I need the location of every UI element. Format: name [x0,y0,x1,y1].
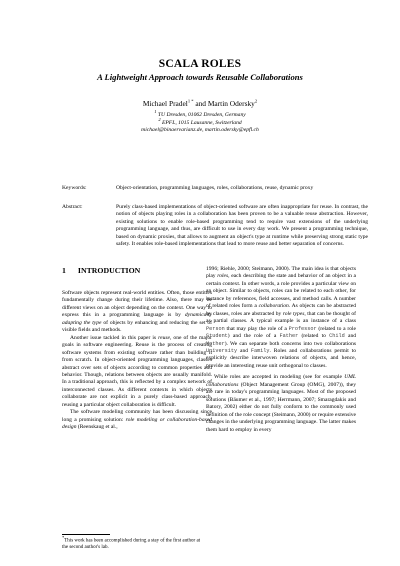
intro-paragraph-2: Another issue tackled in this paper is reuse, one of the major goals in software engineering. Reuse is the process of creating software systems from existing software rather than building it from scratch. In object-oriented programming languages, classes abstract over sets of objects according to common properties and behavior. Though, relations between objects are usually manifold. In a traditional approach, this is reflected by a complex network of interconnected classes. As different contexts in which objects collaborate are not explicit in a purely class-based approach, reusing a particular object collaboration is difficult. [62,334,212,408]
abstract-text: Purely class-based implementations of object-oriented software are often inappropriate for reuse. In contrast, the notion of objects playing roles in a collaboration has been proven to be a valuable reuse abstraction. However, existing solutions to enable role-based programming tend to require vast extensions of the underlying programming language, and thus, are difficult to use in every day work. We present a programming technique, based on dynamic proxies, that allows to augment an object's type at runtime while preserving strong static type safety. It enables role-based implementations that lead to more reuse and better separation of concerns. [116,204,368,248]
code-father: Father [279,333,299,340]
section-number: 1 [62,266,66,275]
author-line [0,99,400,108]
author-1-marks: 1 * [187,98,194,104]
affiliation-2: $^2$ EPFL, 1015 Lausanne, Switzerland [158,117,242,126]
code-professor: Professor [288,325,317,332]
right-column [206,266,356,434]
section-title: INTRODUCTION [77,266,141,275]
left-column [62,290,212,432]
keywords-text: Object-orientation, programming languages, roles, collaborations, reuse, dynamic proxy [116,185,314,191]
paper-subtitle: A Lightweight Approach towards Reusable Collaborations [97,72,303,82]
intro-paragraph-4: While roles are accepted in modeling (see for example UML collaborations (Object Management Group (OMG), 2007)), they are rare in today's programming languages. Most of the proposed solutions (Bäumer et al., 1997; Herrmann, 2007; Smaragdakis and Batory, 2002) either do not fully conform to the commonly used definition of the role concept (Steimann, 2000) or require extensive changes in the underlying programming language. The latter makes them hard to employ in every [206,374,356,433]
code-family: Family [250,347,270,354]
footnote-rule [62,534,110,535]
code-mother: Mother [206,340,225,347]
abstract-label: Abstract: [62,204,83,210]
code-child: Child [329,333,345,340]
code-university: University [206,347,238,354]
intro-paragraph-1: Software objects represent real-world entities. Often, those entities fundamentally change during their lifetime. Also, there may be different views on an object depending on the context. One way to express this in a programming language is by dynamically adapting the type of objects by enhancing and reducing the set of visible fields and methods. [62,290,212,334]
author-2-mark: 2 [254,98,258,104]
section-heading-introduction [62,266,140,275]
intro-paragraph-3-continued: 1996; Riehle, 2000; Steimann, 2000). The main idea is that objects play roles, each describing the state and behavior of an object in a certain context. In other words, a role provides a particular view on an object. Similar to objects, roles can be related to each other, for instance by references, field accesses, and method calls. A number of related roles form a collaboration. As objects can be abstracted by classes, roles are abstracted by role types, that can be thought of as partial classes. A typical example is an instance of a class Person that may play the role of a Professor (related to a role Student) and the role of a Father (related to Child and Mother). We can separate both concerns into two collaborations University and Family. Roles and collaborations permit to explicitly describe interwoven relations of objects, and hence, provide an interesting reuse unit orthogonal to classes. [206,266,356,369]
code-person: Person [206,325,225,332]
footnote: *This work has been accomplished during a stay of the first author at the second author's lab. [62,535,201,551]
paper-title: SCALA ROLES [158,58,242,70]
author-emails: michael@binaervarianz.de, martin.odersky@epfl.ch [141,127,259,133]
author-conjunction: and Martin Odersky [193,99,255,108]
keywords-label: Keywords: [62,185,87,191]
author-1: Michael Pradel [142,99,188,108]
affiliation-1: $^1$ TU Dresden, 01062 Dresden, Germany [154,109,246,118]
code-student: Student [206,333,228,340]
intro-paragraph-3: The software modeling community has been discussing since long a promising solution: role modeling or collaboration-based design (Reenskaug et al., [62,409,212,431]
